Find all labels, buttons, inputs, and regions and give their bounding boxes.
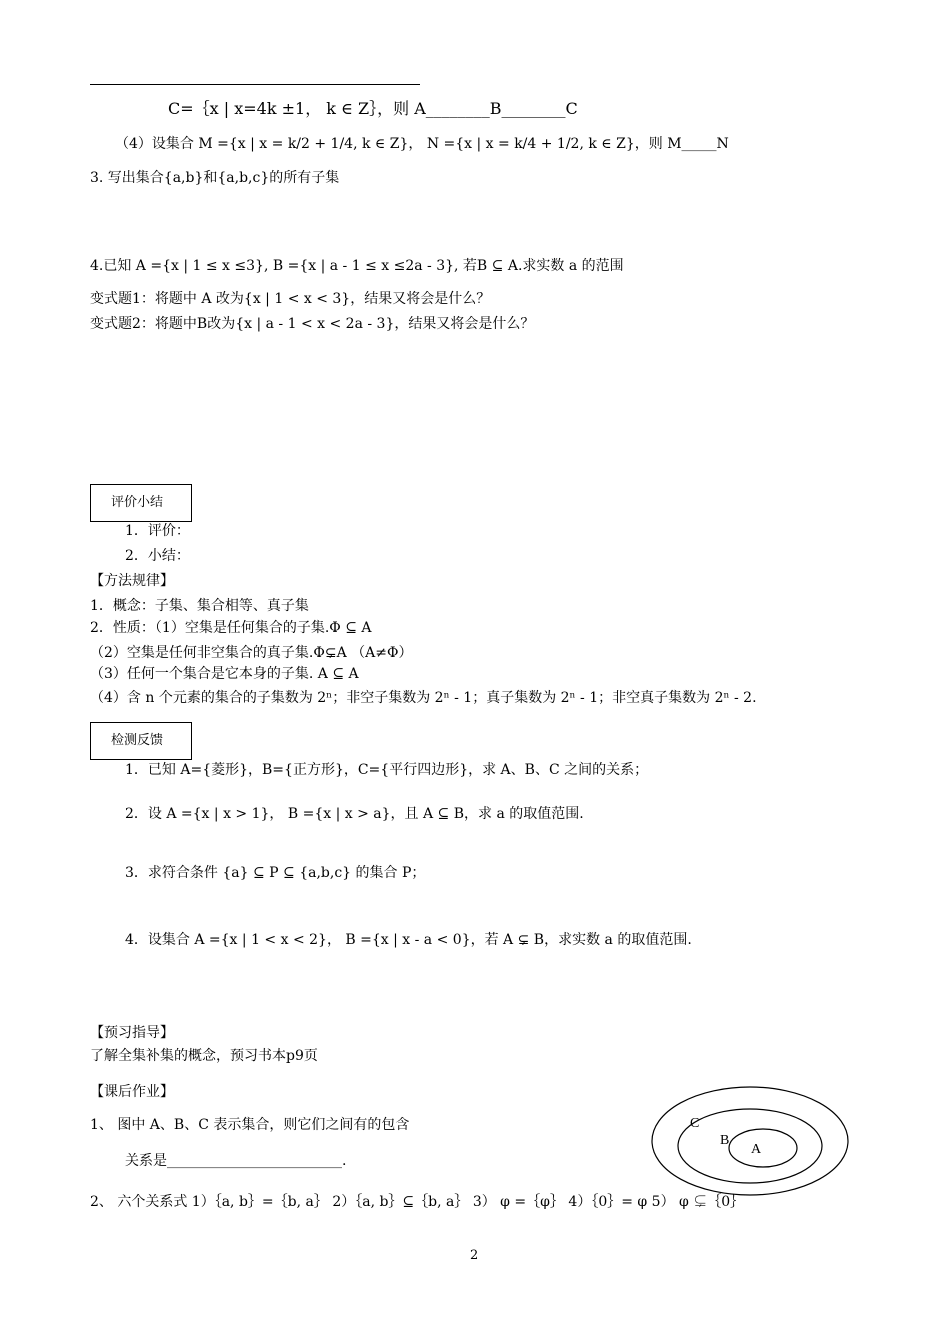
property-2: （2）空集是任何非空集合的真子集.Φ⊊A （A≠Φ） xyxy=(90,645,413,661)
venn-set-b xyxy=(678,1109,822,1183)
method-heading: 【方法规律】 xyxy=(90,573,174,589)
preview-text: 了解全集补集的概念，预习书本p9页 xyxy=(90,1048,318,1064)
venn-label-a: A xyxy=(751,1142,762,1157)
summary-item: 2．小结： xyxy=(125,548,190,564)
venn-set-a xyxy=(729,1129,797,1167)
preview-heading: 【预习指导】 xyxy=(90,1025,174,1041)
evaluation-item: 1．评价： xyxy=(125,523,190,539)
feedback-box: 检测反馈 xyxy=(90,722,192,760)
variant-2: 变式题2：将题中B改为{x | a - 1 < x < 2a - 3}，结果又将会是什么？ xyxy=(90,316,535,332)
venn-label-c: C xyxy=(690,1116,700,1131)
concept-line: 1．概念：子集、集合相等、真子集 xyxy=(90,598,309,614)
feedback-question-1: 1．已知 A={菱形}，B={正方形}，C={平行四边形}，求 A、B、C 之间的关系； xyxy=(125,762,649,778)
feedback-question-3: 3．求符合条件 {a} ⊆ P ⊆ {a,b,c} 的集合 P； xyxy=(125,865,426,881)
property-1: 2．性质：（1）空集是任何集合的子集.Φ ⊆ A xyxy=(90,620,372,636)
property-4: （4）含 n 个元素的集合的子集数为 2ⁿ；非空子集数为 2ⁿ - 1；真子集数为 2ⁿ - 1；非空真子集数为 2ⁿ - 2. xyxy=(90,690,757,706)
venn-set-c xyxy=(652,1087,848,1195)
question-c-set: C=｛x | x=4k ±1， k ∈ Z｝，则 A________B________C xyxy=(168,99,578,118)
homework-question-2: 2、 六个关系式 1）｛a, b｝=｛b, a｝ 2）｛a, b｝⊆｛b, a｝ 3） φ =｛φ｝ 4）｛0｝= φ 5） φ ⊊｛0｝ xyxy=(90,1194,745,1210)
question-4-mn: （4）设集合 M ={x | x = k/2 + 1/4, k ∈ Z}， N ={x | x = k/4 + 1/2, k ∈ Z}，则 M_____N xyxy=(115,136,729,152)
feedback-question-4: 4．设集合 A ={x | 1 < x < 2}， B ={x | x - a < 0}，若 A ⊊ B，求实数 a 的取值范围. xyxy=(125,932,692,948)
venn-diagram xyxy=(650,1085,850,1197)
homework-question-1: 1、 图中 A、B、C 表示集合，则它们之间有的包含 xyxy=(90,1117,410,1133)
top-rule xyxy=(90,84,420,85)
question-3-subsets: 3. 写出集合{a,b}和{a,b,c}的所有子集 xyxy=(90,170,340,186)
page-number: 2 xyxy=(470,1248,479,1263)
venn-label-b: B xyxy=(720,1133,730,1148)
variant-1: 变式题1：将题中 A 改为{x | 1 < x < 3}，结果又将会是什么？ xyxy=(90,291,491,307)
homework-answer-line: 关系是_________________________. xyxy=(125,1153,347,1169)
homework-heading: 【课后作业】 xyxy=(90,1084,174,1100)
property-3: （3）任何一个集合是它本身的子集. A ⊆ A xyxy=(90,666,359,682)
question-4-range: 4.已知 A ={x | 1 ≤ x ≤3}, B ={x | a - 1 ≤ x ≤2a - 3}, 若B ⊆ A.求实数 a 的范围 xyxy=(90,258,624,274)
evaluation-summary-box: 评价小结 xyxy=(90,484,192,522)
feedback-question-2: 2．设 A ={x | x > 1}， B ={x | x > a}，且 A ⊆ B，求 a 的取值范围. xyxy=(125,806,584,822)
